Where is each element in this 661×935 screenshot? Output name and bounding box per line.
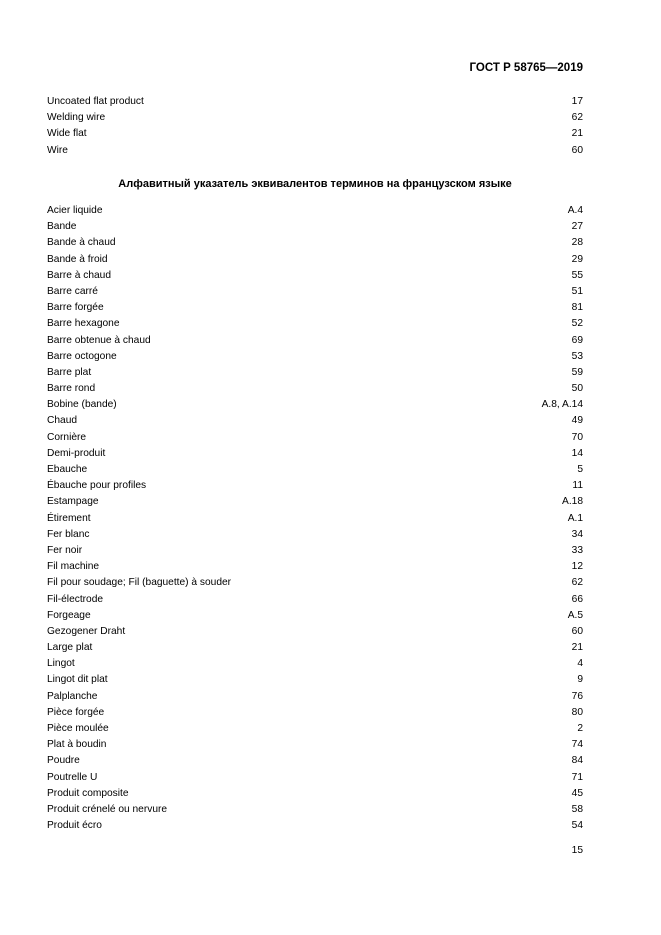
index-entry — [47, 397, 583, 413]
index-term: Fil-électrode — [47, 593, 104, 605]
index-entry — [47, 592, 583, 608]
index-term: Barre hexagone — [47, 318, 120, 330]
index-term: Barre rond — [47, 383, 96, 395]
english-index-tail — [47, 94, 583, 159]
index-term: Uncoated flat product — [47, 96, 144, 107]
index-reference: 62 — [571, 577, 583, 589]
index-entry — [47, 333, 583, 349]
index-reference: 69 — [571, 334, 583, 346]
index-reference: 4 — [577, 658, 583, 670]
index-entry — [47, 689, 583, 705]
index-entry — [47, 818, 583, 834]
index-entry — [47, 252, 583, 268]
index-term: Wire — [47, 144, 68, 156]
index-entry — [47, 511, 583, 527]
index-term: Poutrelle U — [47, 771, 98, 783]
index-reference: 21 — [571, 128, 583, 140]
index-reference: 2 — [577, 723, 583, 734]
index-entry — [47, 624, 583, 640]
index-reference: 66 — [571, 593, 583, 605]
index-entry — [47, 559, 583, 575]
index-entry — [47, 640, 583, 656]
index-term: Chaud — [47, 415, 78, 427]
index-entry — [47, 284, 583, 300]
index-term: Lingot dit plat — [47, 674, 108, 686]
index-reference: 71 — [571, 771, 583, 783]
index-reference: 17 — [571, 96, 583, 107]
index-entry — [47, 575, 583, 591]
index-reference: 70 — [571, 431, 583, 443]
index-entry — [47, 316, 583, 332]
index-entry — [47, 203, 583, 219]
document-header: ГОСТ Р 58765—2019 — [469, 62, 583, 74]
index-entry — [47, 770, 583, 786]
index-reference: 21 — [571, 642, 583, 654]
index-reference: 49 — [571, 415, 583, 427]
index-term: Welding wire — [47, 112, 106, 124]
index-entry — [47, 94, 583, 110]
index-term: Bande à froid — [47, 253, 108, 265]
french-index — [47, 203, 583, 834]
index-term: Produit crénelé ou nervure — [47, 803, 168, 815]
index-term: Gezogener Draht — [47, 625, 126, 637]
index-entry — [47, 300, 583, 316]
index-term: Barre à chaud — [47, 269, 111, 281]
index-term: Fil machine — [47, 561, 100, 573]
index-reference: A.8, A.14 — [541, 399, 583, 411]
index-term: Étirement — [47, 512, 91, 524]
index-reference: 34 — [571, 528, 583, 540]
index-reference: 9 — [577, 674, 583, 686]
index-term: Fil pour soudage; Fil (baguette) à souder — [47, 577, 232, 589]
index-term: Produit écro — [47, 820, 102, 832]
page-number: 15 — [571, 845, 583, 856]
index-term: Lingot — [47, 658, 75, 670]
index-entry — [47, 126, 583, 142]
index-entry — [47, 656, 583, 672]
index-reference: A.1 — [567, 512, 583, 524]
index-entry — [47, 430, 583, 446]
index-term: Acier liquide — [47, 205, 103, 216]
index-term: Pièce moulée — [47, 723, 109, 734]
index-term: Forgeage — [47, 609, 91, 621]
index-term: Barre obtenue à chaud — [47, 334, 151, 346]
index-entry — [47, 268, 583, 284]
index-reference: A.4 — [567, 205, 583, 216]
index-reference: 14 — [571, 447, 583, 459]
index-entry — [47, 143, 583, 159]
index-reference: 81 — [571, 302, 583, 314]
section-title: Алфавитный указатель эквивалентов терминов на французском языке — [118, 178, 512, 190]
index-term: Wide flat — [47, 128, 87, 140]
index-term: Poudre — [47, 755, 80, 767]
index-term: Produit composite — [47, 787, 129, 799]
index-entry — [47, 527, 583, 543]
index-reference: 62 — [571, 112, 583, 124]
index-entry — [47, 381, 583, 397]
index-term: Pièce forgée — [47, 706, 105, 718]
index-reference: 80 — [571, 706, 583, 718]
index-term: Fer blanc — [47, 528, 90, 540]
index-entry — [47, 786, 583, 802]
index-term: Bande à chaud — [47, 237, 116, 249]
index-reference: A.5 — [567, 609, 583, 621]
index-term: Ébauche pour profiles — [47, 480, 147, 492]
index-reference: 5 — [577, 464, 583, 475]
index-entry — [47, 721, 583, 737]
index-entry — [47, 753, 583, 769]
index-reference: 52 — [571, 318, 583, 330]
index-term: Fer noir — [47, 544, 83, 556]
index-term: Estampage — [47, 496, 99, 508]
index-term: Barre octogone — [47, 350, 117, 362]
index-entry — [47, 478, 583, 494]
index-entry — [47, 365, 583, 381]
index-reference: 58 — [571, 803, 583, 815]
index-entry — [47, 219, 583, 235]
index-entry — [47, 235, 583, 251]
index-term: Barre forgée — [47, 302, 104, 314]
index-entry — [47, 494, 583, 510]
index-reference: 51 — [571, 285, 583, 297]
index-entry — [47, 802, 583, 818]
index-term: Plat à boudin — [47, 739, 107, 751]
index-entry — [47, 737, 583, 753]
index-entry — [47, 462, 583, 478]
index-term: Demi-produit — [47, 447, 106, 459]
index-reference: 59 — [571, 366, 583, 378]
index-reference: 53 — [571, 350, 583, 362]
index-reference: A.18 — [562, 496, 583, 508]
index-reference: 84 — [571, 755, 583, 767]
index-entry — [47, 110, 583, 126]
index-entry — [47, 608, 583, 624]
index-term: Ebauche — [47, 464, 88, 475]
index-reference: 29 — [571, 253, 583, 265]
index-term: Bande — [47, 221, 77, 233]
index-reference: 60 — [571, 144, 583, 156]
index-entry — [47, 446, 583, 462]
index-reference: 60 — [571, 625, 583, 637]
index-entry — [47, 672, 583, 688]
index-reference: 33 — [571, 544, 583, 556]
index-term: Barre carré — [47, 285, 98, 297]
index-reference: 50 — [571, 383, 583, 395]
index-term: Cornière — [47, 431, 87, 443]
index-term: Barre plat — [47, 366, 92, 378]
index-reference: 28 — [571, 237, 583, 249]
index-reference: 54 — [571, 820, 583, 832]
index-term: Large plat — [47, 642, 93, 654]
index-entry — [47, 705, 583, 721]
index-term: Bobine (bande) — [47, 399, 117, 411]
index-reference: 27 — [571, 221, 583, 233]
index-term: Palplanche — [47, 690, 98, 702]
index-reference: 55 — [571, 269, 583, 281]
index-reference: 74 — [571, 739, 583, 751]
index-reference: 12 — [571, 561, 583, 573]
index-reference: 76 — [571, 690, 583, 702]
index-entry — [47, 349, 583, 365]
index-reference: 45 — [571, 787, 583, 799]
index-reference: 11 — [572, 480, 583, 492]
index-entry — [47, 413, 583, 429]
index-entry — [47, 543, 583, 559]
